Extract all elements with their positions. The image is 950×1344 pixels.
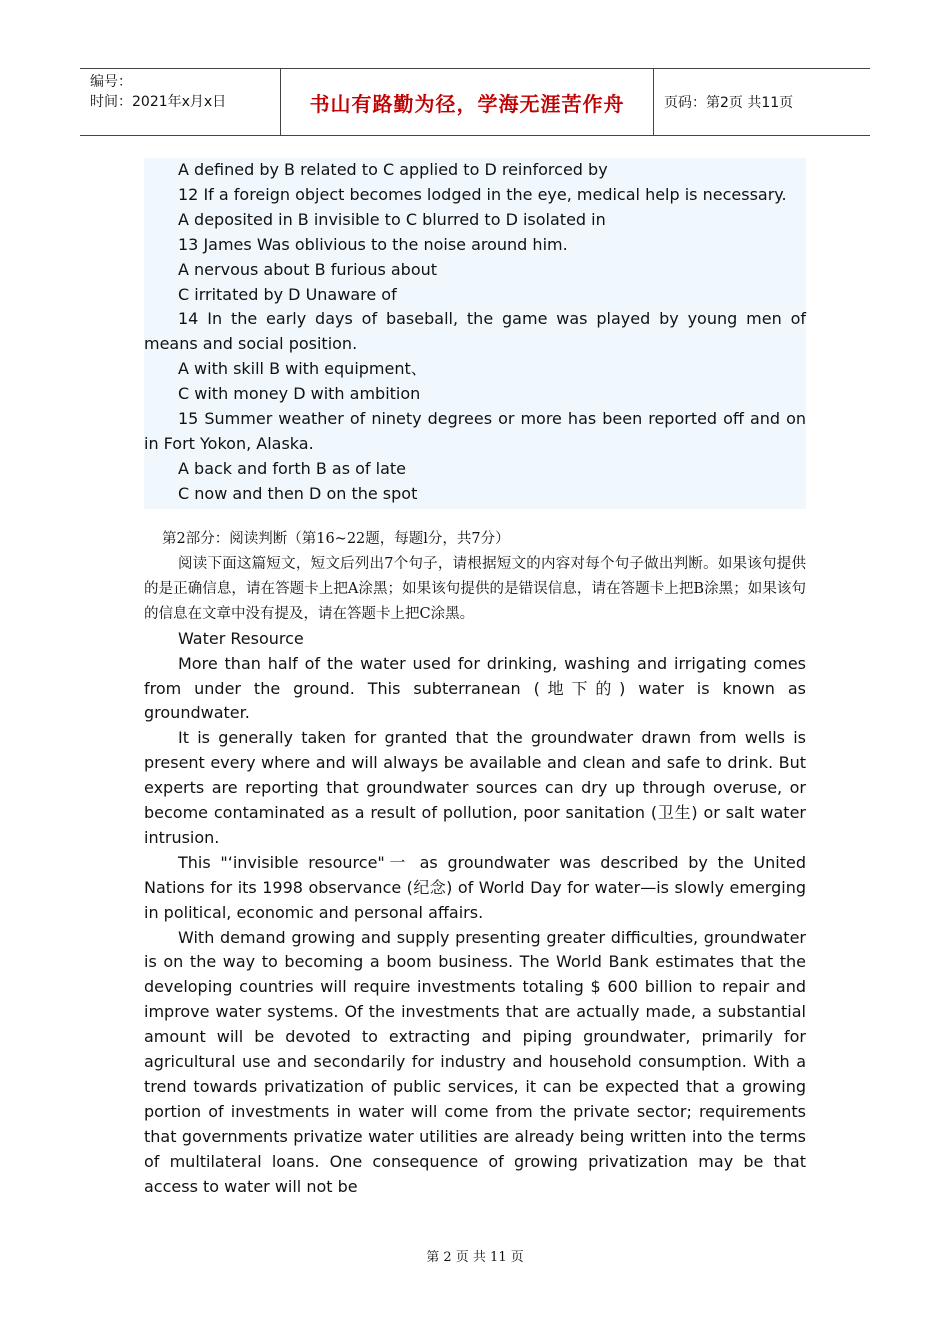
page-label: 页码：第2页 共11页	[664, 95, 794, 111]
motto: 书山有路勤为径，学海无涯苦作舟	[309, 91, 625, 116]
article-title: Water Resource	[178, 628, 304, 648]
vocab-line: 13 James Was oblivious to the noise around him.	[178, 234, 568, 254]
vocab-line: A deposited in B invisible to C blurred to D isolated in	[178, 209, 606, 229]
vocab-line: C now and then D on the spot	[178, 483, 418, 503]
time-label: 时间：2021年x月x日	[90, 94, 227, 110]
article-paragraph: With demand growing and supply presenting greater difficulties, groundwater is on the way to becoming a boom business. The World Bank estimates that the developing countries will require investments totaling $ 600 billion to repair and improve water systems. Of the investments that are actually made, a substantial amount will be devoted to extracting and piping groundwater, primarily for agricultural use and secondarily for industry and household consumption. With a trend towards privatization of public services, it can be expected that a growing portion of investments in water will come from the private sector; requirements that governments privatize water utilities are already being written into the terms of multilateral loans. One consequence of growing privatization may be that access to water will not be	[144, 927, 806, 1196]
document-body	[144, 158, 806, 1200]
vocab-line: C irritated by D Unaware of	[178, 284, 397, 304]
section-instructions: 阅读下面这篇短文，短文后列出7个句子，请根据短文的内容对每个句子做出判断。如果该句提供的是正确信息，请在答题卡上把A涂黑；如果该句提供的是错误信息，请在答题卡上把B涂黑；如果该句的信息在文章中没有提及，请在答题卡上把C涂黑。	[144, 555, 806, 622]
vocab-questions	[144, 158, 806, 509]
header-page-cell	[654, 69, 870, 135]
vocab-line: A with skill B with equipment、	[178, 359, 427, 379]
vocab-line: 12 If a foreign object becomes lodged in the eye, medical help is necessary.	[178, 184, 787, 204]
vocab-line: A nervous about B furious about	[178, 259, 438, 279]
section-heading: 第2部分：阅读判断（第16~22题，每题l分，共7分）	[162, 530, 510, 547]
header-motto-cell	[281, 69, 654, 135]
header-meta	[80, 69, 281, 135]
vocab-line: A back and forth B as of late	[178, 458, 406, 478]
vocab-line: 14 In the early days of baseball, the game was played by young men of means and social position.	[144, 309, 806, 354]
vocab-line: C with money D with ambition	[178, 384, 421, 404]
vocab-line: 15 Summer weather of ninety degrees or more has been reported off and on in Fort Yokon, Alaska.	[144, 409, 806, 453]
article-paragraph: More than half of the water used for drinking, washing and irrigating comes from under the ground. This subterranean (地下的) water is known as groundwater.	[144, 653, 806, 723]
article-paragraph: This "‘invisible resource"一 as groundwater was described by the United Nations for its 1998 observance (纪念) of World Day for water—is slowly emerging in political, economic and personal affairs.	[144, 852, 806, 922]
page-header	[80, 68, 870, 136]
number-label: 编号：	[90, 74, 132, 90]
vocab-line: A defined by B related to C applied to D reinforced by	[178, 160, 608, 179]
article-paragraph: It is generally taken for granted that the groundwater drawn from wells is present every where and will always be available and clean and safe to drink. But experts are reporting that groundwater sources can dry up through overuse, or become contaminated as a result of pollution, poor sanitation (卫生) or salt water intrusion.	[144, 728, 806, 847]
page-footer: 第 2 页 共 11 页	[426, 1250, 524, 1265]
